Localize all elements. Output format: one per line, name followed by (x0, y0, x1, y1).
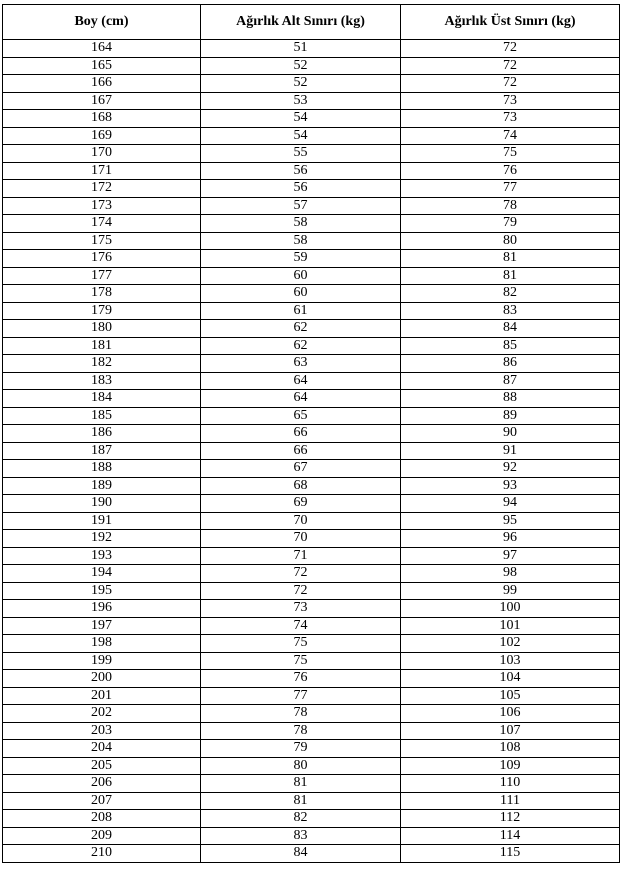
header-weight-upper: Ağırlık Üst Sınırı (kg) (401, 5, 620, 40)
cell-height: 207 (3, 792, 201, 810)
cell-height: 170 (3, 145, 201, 163)
cell-weight-lower: 64 (201, 390, 401, 408)
cell-weight-lower: 60 (201, 267, 401, 285)
cell-height: 195 (3, 582, 201, 600)
cell-weight-upper: 99 (401, 582, 620, 600)
cell-weight-lower: 56 (201, 162, 401, 180)
cell-weight-lower: 70 (201, 530, 401, 548)
table-row (3, 92, 620, 110)
cell-weight-lower: 71 (201, 547, 401, 565)
cell-height: 186 (3, 425, 201, 443)
cell-height: 182 (3, 355, 201, 373)
table-row (3, 757, 620, 775)
cell-height: 208 (3, 810, 201, 828)
cell-weight-lower: 72 (201, 582, 401, 600)
cell-weight-upper: 72 (401, 40, 620, 58)
cell-weight-lower: 69 (201, 495, 401, 513)
cell-weight-upper: 100 (401, 600, 620, 618)
cell-weight-upper: 94 (401, 495, 620, 513)
table-row (3, 652, 620, 670)
cell-weight-lower: 83 (201, 827, 401, 845)
cell-height: 196 (3, 600, 201, 618)
cell-weight-lower: 82 (201, 810, 401, 828)
table-row (3, 372, 620, 390)
table-row (3, 145, 620, 163)
cell-weight-upper: 87 (401, 372, 620, 390)
cell-weight-lower: 72 (201, 565, 401, 583)
cell-weight-lower: 60 (201, 285, 401, 303)
cell-weight-upper: 77 (401, 180, 620, 198)
table-row (3, 512, 620, 530)
table-row (3, 285, 620, 303)
cell-height: 205 (3, 757, 201, 775)
cell-weight-upper: 79 (401, 215, 620, 233)
cell-weight-lower: 64 (201, 372, 401, 390)
cell-weight-upper: 81 (401, 267, 620, 285)
cell-weight-lower: 81 (201, 775, 401, 793)
cell-height: 179 (3, 302, 201, 320)
table-row (3, 110, 620, 128)
cell-weight-lower: 54 (201, 127, 401, 145)
cell-weight-upper: 72 (401, 75, 620, 93)
cell-weight-upper: 105 (401, 687, 620, 705)
cell-height: 167 (3, 92, 201, 110)
cell-height: 200 (3, 670, 201, 688)
table-row (3, 250, 620, 268)
table-row (3, 197, 620, 215)
cell-weight-lower: 84 (201, 845, 401, 863)
table-row (3, 162, 620, 180)
table-row (3, 617, 620, 635)
cell-weight-upper: 88 (401, 390, 620, 408)
cell-height: 176 (3, 250, 201, 268)
cell-height: 202 (3, 705, 201, 723)
cell-weight-upper: 73 (401, 110, 620, 128)
cell-height: 206 (3, 775, 201, 793)
table-row (3, 180, 620, 198)
cell-weight-lower: 78 (201, 722, 401, 740)
cell-height: 188 (3, 460, 201, 478)
cell-weight-upper: 73 (401, 92, 620, 110)
table-row (3, 390, 620, 408)
table-row (3, 477, 620, 495)
cell-height: 175 (3, 232, 201, 250)
table-row (3, 722, 620, 740)
cell-weight-lower: 53 (201, 92, 401, 110)
cell-weight-upper: 102 (401, 635, 620, 653)
cell-weight-upper: 82 (401, 285, 620, 303)
table-row (3, 302, 620, 320)
cell-weight-lower: 63 (201, 355, 401, 373)
cell-height: 198 (3, 635, 201, 653)
cell-height: 184 (3, 390, 201, 408)
table-row (3, 775, 620, 793)
cell-weight-upper: 72 (401, 57, 620, 75)
cell-weight-upper: 97 (401, 547, 620, 565)
cell-weight-upper: 91 (401, 442, 620, 460)
cell-weight-upper: 115 (401, 845, 620, 863)
cell-weight-upper: 104 (401, 670, 620, 688)
cell-weight-lower: 74 (201, 617, 401, 635)
cell-height: 187 (3, 442, 201, 460)
cell-weight-lower: 68 (201, 477, 401, 495)
cell-weight-lower: 51 (201, 40, 401, 58)
cell-weight-upper: 93 (401, 477, 620, 495)
cell-weight-upper: 89 (401, 407, 620, 425)
cell-weight-lower: 79 (201, 740, 401, 758)
table-row (3, 565, 620, 583)
table-row (3, 355, 620, 373)
cell-height: 174 (3, 215, 201, 233)
cell-weight-lower: 58 (201, 215, 401, 233)
table-row (3, 442, 620, 460)
height-weight-table (2, 4, 620, 863)
cell-weight-lower: 58 (201, 232, 401, 250)
header-row (3, 5, 620, 40)
table-row (3, 407, 620, 425)
header-weight-lower: Ağırlık Alt Sınırı (kg) (201, 5, 401, 40)
table-row (3, 267, 620, 285)
cell-weight-lower: 66 (201, 442, 401, 460)
table-row (3, 127, 620, 145)
cell-weight-upper: 108 (401, 740, 620, 758)
table-row (3, 530, 620, 548)
table-row (3, 600, 620, 618)
cell-weight-upper: 111 (401, 792, 620, 810)
cell-height: 193 (3, 547, 201, 565)
cell-weight-lower: 59 (201, 250, 401, 268)
cell-weight-upper: 110 (401, 775, 620, 793)
cell-height: 194 (3, 565, 201, 583)
cell-weight-lower: 55 (201, 145, 401, 163)
cell-weight-upper: 114 (401, 827, 620, 845)
cell-weight-upper: 80 (401, 232, 620, 250)
cell-height: 169 (3, 127, 201, 145)
cell-weight-lower: 70 (201, 512, 401, 530)
cell-weight-upper: 92 (401, 460, 620, 478)
cell-weight-upper: 78 (401, 197, 620, 215)
cell-weight-upper: 112 (401, 810, 620, 828)
cell-weight-upper: 109 (401, 757, 620, 775)
cell-weight-lower: 77 (201, 687, 401, 705)
cell-height: 190 (3, 495, 201, 513)
cell-weight-upper: 84 (401, 320, 620, 338)
table-row (3, 40, 620, 58)
cell-height: 178 (3, 285, 201, 303)
cell-height: 210 (3, 845, 201, 863)
cell-weight-lower: 56 (201, 180, 401, 198)
table-row (3, 827, 620, 845)
cell-weight-upper: 76 (401, 162, 620, 180)
cell-height: 183 (3, 372, 201, 390)
table-row (3, 547, 620, 565)
cell-weight-lower: 61 (201, 302, 401, 320)
cell-weight-upper: 95 (401, 512, 620, 530)
table-row (3, 740, 620, 758)
cell-height: 173 (3, 197, 201, 215)
cell-height: 181 (3, 337, 201, 355)
header-height: Boy (cm) (3, 5, 201, 40)
cell-weight-upper: 81 (401, 250, 620, 268)
cell-height: 199 (3, 652, 201, 670)
table-row (3, 320, 620, 338)
cell-weight-upper: 90 (401, 425, 620, 443)
table-row (3, 792, 620, 810)
cell-weight-lower: 80 (201, 757, 401, 775)
cell-weight-lower: 57 (201, 197, 401, 215)
cell-weight-upper: 75 (401, 145, 620, 163)
table-row (3, 425, 620, 443)
cell-weight-upper: 85 (401, 337, 620, 355)
table-row (3, 57, 620, 75)
table-row (3, 687, 620, 705)
cell-height: 204 (3, 740, 201, 758)
cell-weight-upper: 86 (401, 355, 620, 373)
cell-height: 168 (3, 110, 201, 128)
cell-height: 192 (3, 530, 201, 548)
cell-height: 180 (3, 320, 201, 338)
cell-weight-upper: 103 (401, 652, 620, 670)
cell-weight-upper: 101 (401, 617, 620, 635)
cell-weight-upper: 107 (401, 722, 620, 740)
cell-height: 172 (3, 180, 201, 198)
table-row (3, 705, 620, 723)
cell-height: 209 (3, 827, 201, 845)
cell-height: 171 (3, 162, 201, 180)
cell-weight-lower: 76 (201, 670, 401, 688)
table-row (3, 460, 620, 478)
cell-weight-lower: 75 (201, 652, 401, 670)
table-body (3, 40, 620, 863)
cell-weight-lower: 62 (201, 320, 401, 338)
cell-weight-lower: 73 (201, 600, 401, 618)
cell-height: 164 (3, 40, 201, 58)
table-row (3, 495, 620, 513)
cell-height: 165 (3, 57, 201, 75)
cell-weight-lower: 54 (201, 110, 401, 128)
table-row (3, 582, 620, 600)
table-row (3, 670, 620, 688)
cell-weight-lower: 65 (201, 407, 401, 425)
cell-weight-lower: 66 (201, 425, 401, 443)
cell-weight-lower: 62 (201, 337, 401, 355)
cell-weight-lower: 67 (201, 460, 401, 478)
cell-weight-lower: 81 (201, 792, 401, 810)
table-row (3, 635, 620, 653)
cell-weight-lower: 78 (201, 705, 401, 723)
table-row (3, 75, 620, 93)
cell-height: 185 (3, 407, 201, 425)
table-row (3, 810, 620, 828)
table-row (3, 845, 620, 863)
cell-weight-upper: 74 (401, 127, 620, 145)
cell-weight-upper: 83 (401, 302, 620, 320)
cell-weight-upper: 96 (401, 530, 620, 548)
cell-height: 201 (3, 687, 201, 705)
table-row (3, 232, 620, 250)
cell-weight-lower: 75 (201, 635, 401, 653)
cell-weight-upper: 106 (401, 705, 620, 723)
cell-height: 203 (3, 722, 201, 740)
cell-weight-lower: 52 (201, 75, 401, 93)
cell-height: 197 (3, 617, 201, 635)
cell-height: 166 (3, 75, 201, 93)
cell-height: 177 (3, 267, 201, 285)
table-row (3, 337, 620, 355)
cell-weight-lower: 52 (201, 57, 401, 75)
cell-height: 189 (3, 477, 201, 495)
table-row (3, 215, 620, 233)
cell-weight-upper: 98 (401, 565, 620, 583)
cell-height: 191 (3, 512, 201, 530)
